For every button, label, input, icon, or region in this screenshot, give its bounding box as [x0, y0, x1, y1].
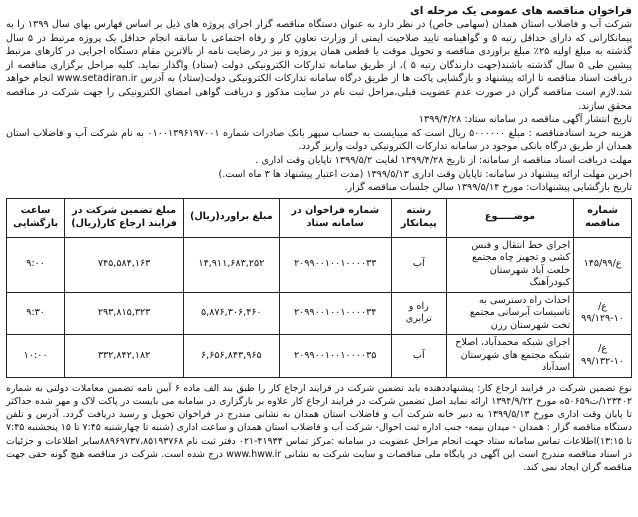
tenders-table [6, 198, 632, 378]
tender-subject: اجرای شبکه محمدآباد، اصلاح شبکه مجتمع های شهرستان اسدآباد [446, 335, 573, 378]
header-tender-number: شماره مناقصه [574, 198, 632, 237]
guarantee-amount: ۳۳۲,۸۴۲,۱۸۲ [65, 335, 184, 378]
tender-number: ع/۱۰-۹۹/۱۳۲ [574, 335, 632, 378]
tender-subject: احداث راه دسترسی به تاسیسات آبرسانی مجتمع تخت شهرستان رزن [446, 292, 573, 335]
tender-subject: اجرای خط انتقال و فنس کشی و تجهیز چاه مجتمع خلعت آباد شهرستان کبودرآهنگ [446, 237, 573, 292]
header-opening-time: ساعت بازگشایی [7, 198, 65, 237]
tender-number: ع/۱۰-۹۹/۱۲۹ [574, 292, 632, 335]
estimate-amount: ۵,۸۷۶,۳۰۶,۴۶۰ [183, 292, 279, 335]
estimate-amount: ۶,۶۵۶,۸۴۳,۹۶۵ [183, 335, 279, 378]
guarantee-amount: ۷۴۵,۵۸۴,۱۶۳ [65, 237, 184, 292]
setad-number: ۲۰۹۹۰۰۱۰۰۱۰۰۰۰۳۵ [279, 335, 391, 378]
table-header-row [7, 198, 632, 237]
document-fee-line: هزینه خرید اسنادمناقصه : مبلغ ۵۰۰۰۰۰۰ ریال است که میبایست به حساب سپهر بانک صادرات شماره ۰۱۰۰۱۳۹۶۱۹۷۰۰۱ به نام شرکت آب و فاضلاب استان همدان از طریق درگاه بانکی موجود در سامانه تدارکات الکترونیکی دولت واریز گردد. [6, 127, 632, 153]
tender-number: ع/۱۴۵/۹۹ [574, 237, 632, 292]
contractor-field: آب [391, 335, 446, 378]
table-row [7, 292, 632, 335]
setad-number: ۲۰۹۹۰۰۱۰۰۱۰۰۰۰۳۴ [279, 292, 391, 335]
opening-date-line: تاریخ بازگشایی پیشنهادات: مورخ ۱۳۹۹/۵/۱۴ سالن جلسات مناقصه گزار. [344, 182, 632, 194]
header-subject: موضـــــوع [446, 198, 573, 237]
estimate-amount: ۱۴,۹۱۱,۶۸۳,۲۵۲ [183, 237, 279, 292]
publish-date-line: تاریخ انتشار آگهی مناقصه در سامانه ستاد: ۱۳۹۹/۴/۲۸ [418, 114, 632, 126]
setad-number: ۲۰۹۹۰۰۱۰۰۱۰۰۰۰۳۳ [279, 237, 391, 292]
opening-time: ۱۰:۰۰ [7, 335, 65, 378]
table-row [7, 335, 632, 378]
bid-deadline-line: اخرین مهلت ارائه پیشنهاد در سامانه: تاپایان وقت اداری ۱۳۹۹/۵/۱۳ (مدت اعتبار پیشنهاد ها ۳ ماه است.) [218, 168, 632, 180]
header-contractor-field: رشته پیمانکار [391, 198, 446, 237]
guarantee-and-contact-info: نوع تضمین شرکت در فرایند ارجاع کار: پیشنهاددهنده باید تضمین شرکت در فرایند ارجاع کار را طبق بند الف ماده ۶ آیین نامه تضمین معاملات دولتی به شماره ۱۲۳۴۰۲/ت۵۰۶۵۹ه مورخ ۱۳۹۴/۹/۲۲ ارائه نماید اصل تضمین شرکت در فرایند ارجاع کار علاوه بر بارگزاری در سامانه می بایست در پاکت لاک و مهر شده حداکثر تا پایان وقت اداری مورخ ۱۳۹۹/۵/۱۳ به دبیر خانه شرکت آب و فاضلاب استان همدان به نشانی مندرج در فراخوان تحویل و رسید دریافت گردد. آدرس و تلفن دستگاه مناقصه گزار : همدان - میدان بیمه- جنب اداره ثبت احوال- شرکت آب و فاضلاب استان همدان و ساعت اداری (شنبه تا چهارشنبه ۷:۴۵ تا ۱۵ پنجشنبه ۷:۴۵ تا ۱۳:۱۵)اطلاعات تماس سامانه ستاد جهت انجام مراحل عضویت در سامانه :مرکز تماس ۴۱۹۳۴-۰۲۱ دفتر ثبت نام ۸۸۹۶۹۷۳۷،۸۵۱۹۳۷۶۸سایر اطلاعات و جزئیات در اسناد مناقصه مندرج است این آگهی در پایگاه ملی مناقصات و سایت شرکت به نشانی www.hww.ir درج شده است. شرکت در مناقصه هیچ گونه حقی جهت مناقصه گران ایجاد نمی کند. [6, 382, 633, 473]
document-deadline-line: مهلت دریافت اسناد مناقصه از سامانه: از تاریخ ۱۳۹۹/۴/۲۸ لغایت ۱۳۹۹/۵/۲ تاپایان وقت اداری . [255, 154, 632, 166]
opening-time: ۹:۳۰ [7, 292, 65, 335]
table-row [7, 237, 632, 292]
header-estimate: مبلغ براورد(ریال) [183, 198, 279, 237]
notice-title: فراخوان مناقصه های عمومی یک مرحله ای [410, 5, 632, 17]
opening-time: ۹:۰۰ [7, 237, 65, 292]
tender-notice [6, 4, 632, 509]
contractor-field: راه و ترابری [391, 292, 446, 335]
guarantee-amount: ۲۹۳,۸۱۵,۳۲۳ [65, 292, 184, 335]
header-setad-number: شماره فراخوان در سامانه ستاد [279, 198, 391, 237]
header-guarantee: مبلغ تضمین شرکت در فرایند ارجاع کار(ریال) [65, 198, 184, 237]
contractor-field: آب [391, 237, 446, 292]
notice-intro: شرکت آب و فاضلاب استان همدان (سهامی خاص) در نظر دارد به عنوان دستگاه مناقصه گزار اجرای پروژه های ذیل بر اساس فهارس بهای سال ۱۳۹۹ را به پیمانکارانی که دارای حداقل رتبه ۵ و گواهینامه تایید صلاحیت ایمنی از وزارت تعاون کار و رفاه اجتماعی با سابقه انجام حداقل یک پروژه مرتبط در ۵ سال گذشته به مبلغ اولیه ۲۵٪ مبلغ براوردی مناقصه و تحویل موقت یا قطعی همان پروژه و نیز در رضایت نامه از بالاترین مقام دستگاه اجرایی در کارهای مرتبط پیشین طی ۵ سال گذشته باشند(جهت دارندگان رتبه ۵ )، از طریق سامانه تدارکات الکترونیکی دولت (ستاد) واگذار نماید. کلیه مراحل برگزاری مناقصه از دریافت اسناد مناقصه تا ارائه پیشنهاد و بازگشایی پاکت ها از طریق درگاه سامانه تدارکات الکترونیکی دولت(ستاد) به آدرس www.setadiran.ir انجام خواهد شد.لازم است مناقصه گران در صورت عدم عضویت قبلی،مراحل ثبت نام در سایت مذکور و دریافت گواهی امضای الکترونیکی را جهت شرکت در مناقصه محقق سازند. [6, 19, 633, 112]
